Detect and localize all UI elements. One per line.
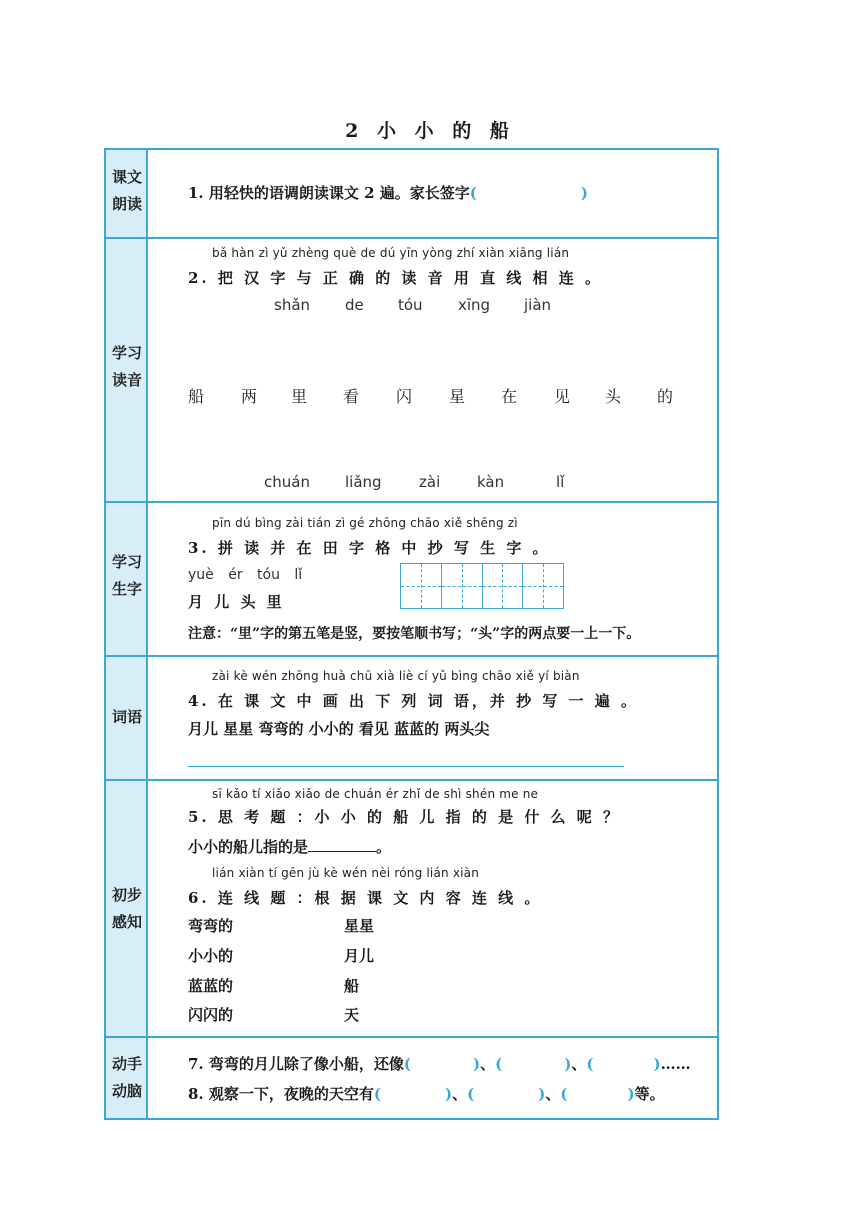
question-5: 5. 思 考 题 ：小 小 的 船 儿 指 的 是 什 么 呢 ？ — [188, 808, 621, 826]
pinyin-option[interactable]: lǐ — [556, 473, 565, 491]
grid-cell[interactable] — [483, 564, 524, 608]
char-option[interactable]: 里 — [291, 387, 308, 406]
char-option[interactable]: 闪 — [396, 387, 413, 406]
divider — [106, 655, 717, 657]
pinyin-option[interactable]: liǎng — [345, 473, 382, 491]
section-label-vocab: 词语 — [111, 708, 142, 726]
note-text: 注意：“里”字的第五笔是竖，要按笔顺书写；“头”字的两点要一上一下。 — [188, 626, 641, 642]
divider — [106, 501, 717, 503]
char-option[interactable]: 头 — [605, 387, 622, 406]
grid-cell[interactable] — [442, 564, 483, 608]
page-title: 2 小 小 的 船 — [345, 120, 515, 142]
divider — [106, 237, 717, 239]
question-7: 7. 弯弯的月儿除了像小船，还像( )、( )、( )…… — [188, 1055, 691, 1073]
match-right[interactable]: 船 — [344, 977, 360, 995]
pinyin-option[interactable]: xīng — [458, 296, 491, 314]
grid-cell[interactable] — [523, 564, 563, 608]
pinyin-option[interactable]: chuán — [264, 473, 310, 491]
char-option[interactable]: 两 — [241, 387, 258, 406]
pinyin-option[interactable]: shǎn — [274, 296, 311, 314]
section-label-writing: 学习 生字 — [111, 553, 142, 598]
grid-cell[interactable] — [401, 564, 442, 608]
word-pinyin: yuè ér tóu lǐ — [188, 567, 303, 583]
char-option[interactable]: 船 — [188, 387, 205, 406]
question-3: 3. 拼 读 并 在 田 字 格 中 抄 写 生 字 。 — [188, 539, 551, 557]
question-2-pinyin: bǎ hàn zì yǔ zhèng què de dú yīn yòng zhí xiàn xiāng lián — [212, 246, 570, 260]
match-right[interactable]: 星星 — [344, 917, 375, 935]
char-option[interactable]: 的 — [657, 387, 674, 406]
match-left[interactable]: 小小的 — [188, 947, 234, 965]
sidebar-column — [106, 150, 148, 1118]
char-option[interactable]: 在 — [501, 387, 518, 406]
question-5-pinyin: sī kǎo tí xiǎo xiǎo de chuán ér zhǐ de shì shén me ne — [212, 787, 539, 801]
match-right[interactable]: 月儿 — [344, 947, 375, 965]
pinyin-option[interactable]: jiàn — [524, 296, 552, 314]
question-2: 2. 把 汉 字 与 正 确 的 读 音 用 直 线 相 连 。 — [188, 269, 603, 287]
divider — [106, 1036, 717, 1038]
char-option[interactable]: 见 — [554, 387, 571, 406]
answer-blank[interactable] — [308, 837, 376, 852]
match-right[interactable]: 天 — [344, 1006, 360, 1024]
match-left[interactable]: 弯弯的 — [188, 917, 234, 935]
pinyin-option[interactable]: kàn — [477, 473, 505, 491]
pinyin-option[interactable]: de — [345, 296, 364, 314]
question-6: 6. 连 线 题 ：根 据 课 文 内 容 连 线 。 — [188, 889, 543, 907]
match-left[interactable]: 蓝蓝的 — [188, 977, 234, 995]
pinyin-option[interactable]: zài — [419, 473, 441, 491]
tianzige-grid[interactable] — [400, 563, 564, 609]
question-8: 8. 观察一下，夜晚的天空有( )、( )、( )等。 — [188, 1085, 665, 1103]
question-6-pinyin: lián xiàn tí gēn jù kè wén nèi róng lián xiàn — [212, 866, 480, 880]
question-4-pinyin: zài kè wén zhōng huà chū xià liè cí yǔ bìng chāo xiě yí biàn — [212, 669, 580, 683]
section-label-sounds: 学习 读音 — [111, 344, 142, 389]
divider — [106, 779, 717, 781]
answer-line[interactable] — [188, 766, 624, 767]
question-5-answer: 小小的船儿指的是 。 — [188, 838, 392, 856]
char-option[interactable]: 星 — [449, 387, 466, 406]
pinyin-option[interactable]: tóu — [398, 296, 423, 314]
question-1: 1. 用轻快的语调朗读课文 2 遍。家长签字( ) — [188, 184, 588, 202]
match-left[interactable]: 闪闪的 — [188, 1006, 234, 1024]
section-label-hands: 动手 动脑 — [111, 1055, 142, 1100]
section-label-reading: 课文 朗读 — [111, 168, 142, 213]
question-3-pinyin: pīn dú bìng zài tián zì gé zhōng chāo xiě shēng zì — [212, 516, 518, 530]
new-words: 月 儿 头 里 — [188, 593, 282, 611]
vocab-list: 月儿 星星 弯弯的 小小的 看见 蓝蓝的 两头尖 — [188, 720, 490, 738]
question-4: 4. 在 课 文 中 画 出 下 列 词 语，并 抄 写 一 遍 。 — [188, 692, 639, 710]
section-label-perception: 初步 感知 — [111, 886, 142, 931]
char-option[interactable]: 看 — [343, 387, 360, 406]
